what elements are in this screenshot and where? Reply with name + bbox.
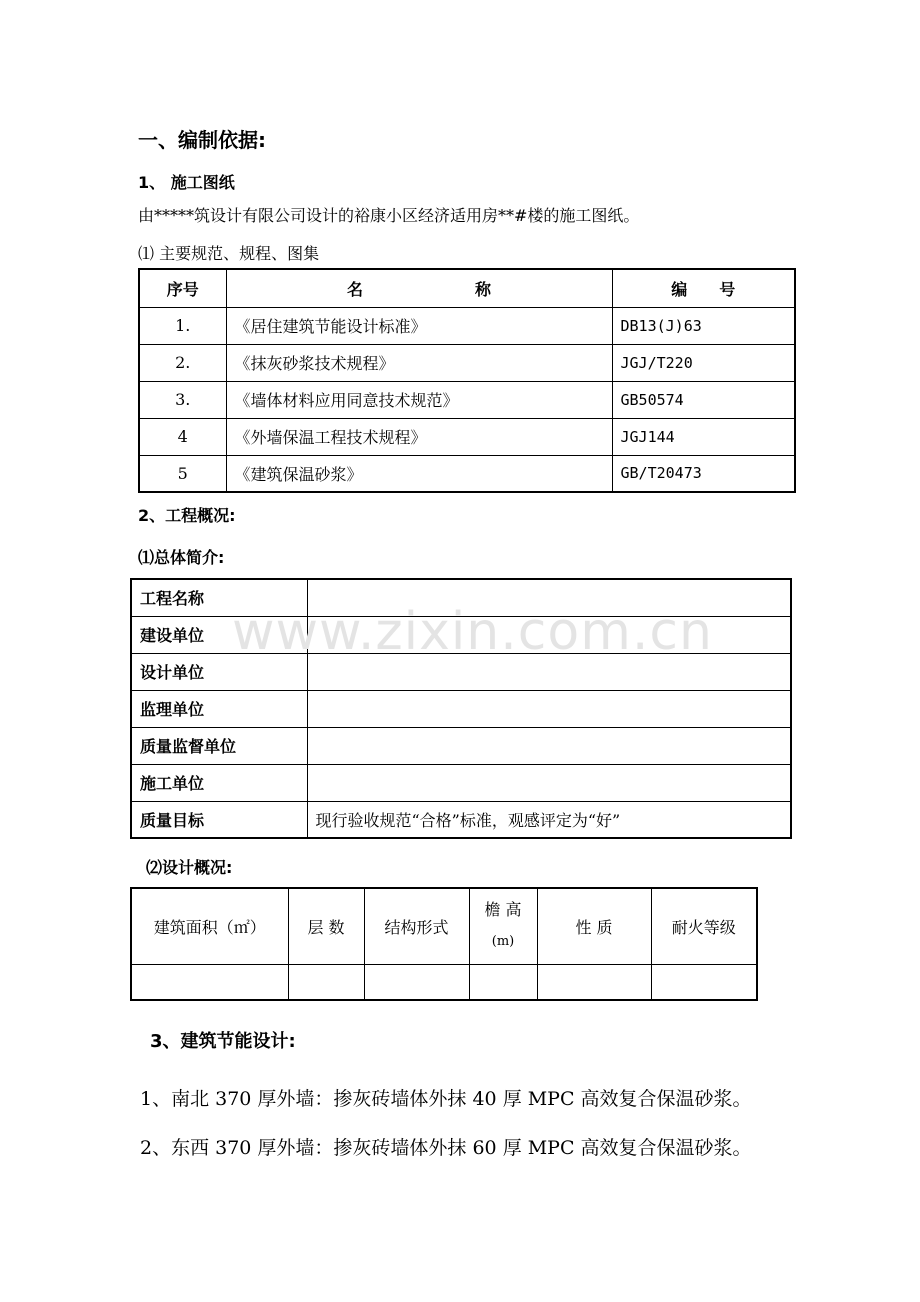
overview-value bbox=[307, 653, 791, 690]
overview-label: 工程名称 bbox=[131, 579, 307, 616]
header-index: 序号 bbox=[139, 269, 226, 307]
overview-label: 质量监督单位 bbox=[131, 727, 307, 764]
row-code: GB/T20473 bbox=[612, 455, 795, 492]
standards-header-row bbox=[139, 269, 795, 307]
section3-title: 3、建筑节能设计: bbox=[150, 1031, 296, 1052]
table-row bbox=[139, 455, 795, 492]
section3-item: 2、东西 370 厚外墙：掺灰砖墙体外抹 60 厚 MPC 高效复合保温砂浆。 bbox=[140, 1137, 752, 1159]
overview-value bbox=[307, 616, 791, 653]
section2-sub1: ⑴总体简介: bbox=[138, 548, 225, 567]
watermark: www.zixin.com.cn bbox=[232, 602, 713, 662]
overview-label: 设计单位 bbox=[131, 653, 307, 690]
table-row bbox=[131, 653, 791, 690]
row-name: 《抹灰砂浆技术规程》 bbox=[226, 344, 612, 381]
overview-value bbox=[307, 579, 791, 616]
design-cell bbox=[537, 964, 651, 1000]
overview-label: 建设单位 bbox=[131, 616, 307, 653]
table-row bbox=[131, 764, 791, 801]
table-row bbox=[139, 344, 795, 381]
eave-height-unit: (m) bbox=[491, 934, 515, 950]
overview-value bbox=[307, 690, 791, 727]
row-index: 1. bbox=[139, 307, 226, 344]
overview-table bbox=[130, 578, 792, 839]
section1-subheading: ⑴ 主要规范、规程、图集 bbox=[138, 244, 320, 263]
row-name: 《建筑保温砂浆》 bbox=[226, 455, 612, 492]
table-row bbox=[131, 579, 791, 616]
table-row bbox=[131, 801, 791, 838]
design-cell bbox=[469, 964, 537, 1000]
header-name: 名 称 bbox=[226, 269, 612, 307]
section3-item: 1、南北 370 厚外墙：掺灰砖墙体外抹 40 厚 MPC 高效复合保温砂浆。 bbox=[140, 1088, 752, 1110]
design-cell bbox=[364, 964, 469, 1000]
overview-value bbox=[307, 727, 791, 764]
row-index: 2. bbox=[139, 344, 226, 381]
standards-table bbox=[138, 268, 796, 493]
table-row bbox=[139, 381, 795, 418]
section2-sub2: ⑵设计概况: bbox=[146, 858, 233, 877]
eave-height-label: 檐 高 bbox=[484, 900, 522, 920]
row-name: 《墙体材料应用同意技术规范》 bbox=[226, 381, 612, 418]
design-table bbox=[130, 887, 758, 1001]
table-row bbox=[131, 690, 791, 727]
design-cell bbox=[651, 964, 757, 1000]
design-header-fire-rating: 耐火等级 bbox=[651, 888, 757, 964]
row-name: 《外墙保温工程技术规程》 bbox=[226, 418, 612, 455]
section2-title: 2、工程概况: bbox=[138, 506, 236, 525]
row-index: 4 bbox=[139, 418, 226, 455]
design-header-floors: 层 数 bbox=[288, 888, 364, 964]
row-code: JGJ144 bbox=[612, 418, 795, 455]
overview-value bbox=[307, 764, 791, 801]
design-header-structure: 结构形式 bbox=[364, 888, 469, 964]
overview-label: 监理单位 bbox=[131, 690, 307, 727]
design-cell bbox=[131, 964, 288, 1000]
overview-value: 现行验收规范“合格”标准，观感评定为“好” bbox=[307, 801, 791, 838]
row-code: DB13(J)63 bbox=[612, 307, 795, 344]
table-row bbox=[131, 616, 791, 653]
table-row bbox=[131, 964, 757, 1000]
design-header-eave-height bbox=[469, 888, 537, 964]
overview-label: 质量目标 bbox=[131, 801, 307, 838]
row-index: 3. bbox=[139, 381, 226, 418]
design-header-nature: 性 质 bbox=[537, 888, 651, 964]
row-name: 《居住建筑节能设计标准》 bbox=[226, 307, 612, 344]
table-row bbox=[131, 727, 791, 764]
design-header-area: 建筑面积（㎡） bbox=[131, 888, 288, 964]
page-heading: 一、编制依据: bbox=[138, 128, 266, 152]
row-index: 5 bbox=[139, 455, 226, 492]
header-code: 编 号 bbox=[612, 269, 795, 307]
section1-title: 1、 施工图纸 bbox=[138, 173, 235, 192]
section1-paragraph: 由*****筑设计有限公司设计的裕康小区经济适用房**#楼的施工图纸。 bbox=[138, 206, 640, 225]
table-row bbox=[139, 307, 795, 344]
overview-label: 施工单位 bbox=[131, 764, 307, 801]
design-cell bbox=[288, 964, 364, 1000]
design-header-row bbox=[131, 888, 757, 964]
table-row bbox=[139, 418, 795, 455]
row-code: GB50574 bbox=[612, 381, 795, 418]
row-code: JGJ/T220 bbox=[612, 344, 795, 381]
